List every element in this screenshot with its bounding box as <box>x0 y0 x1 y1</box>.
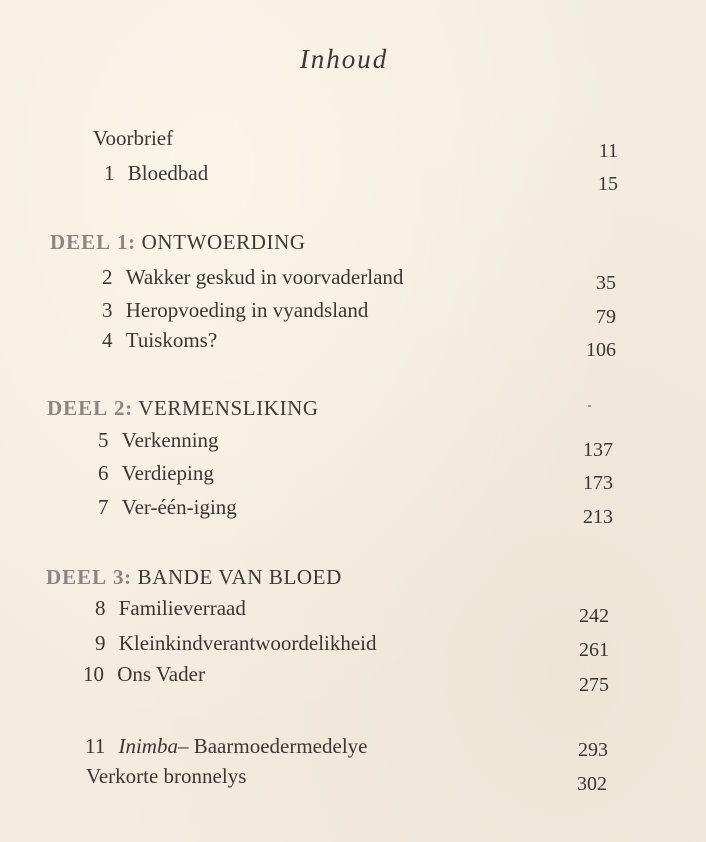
entry-page: 79 <box>596 306 616 328</box>
entry-label: Ons Vader <box>117 662 205 686</box>
entry-page: 213 <box>583 506 613 528</box>
chapter-number: 7 <box>98 495 109 519</box>
entry-label: Heropvoeding in vyandsland <box>125 298 369 322</box>
chapter-number: 5 <box>98 428 109 452</box>
entry-label: Familieverraad <box>118 596 246 620</box>
part-heading-3 <box>46 564 342 590</box>
part-number: 1: <box>117 230 136 254</box>
part-heading-2 <box>47 395 319 421</box>
toc-entry-chapter-11[interactable] <box>85 733 367 759</box>
chapter-number: 9 <box>95 631 106 655</box>
entry-page: 173 <box>583 472 613 494</box>
toc-entry-chapter-4[interactable] <box>102 327 217 353</box>
toc-entry-voorbrief[interactable] <box>93 125 173 151</box>
toc-entry-chapter-10[interactable] <box>83 661 205 687</box>
chapter-number: 10 <box>83 662 104 686</box>
entry-label: Ver-één-iging <box>121 495 237 519</box>
chapter-number: 6 <box>98 461 109 485</box>
entry-label: Bloedbad <box>127 161 209 185</box>
entry-label: Voorbrief <box>93 126 174 150</box>
entry-page: 35 <box>596 272 616 294</box>
toc-entry-chapter-2[interactable] <box>102 264 403 290</box>
part-prefix: DEEL <box>47 396 109 420</box>
chapter-number: 3 <box>102 298 113 322</box>
entry-page: 302 <box>577 773 607 795</box>
part-title: VERMENSLIKING <box>138 396 319 420</box>
toc-entry-chapter-6[interactable] <box>98 460 214 486</box>
entry-label: Kleinkindverantwoordelikheid <box>118 631 377 655</box>
part-heading-1 <box>50 229 306 255</box>
part-number: 3: <box>113 565 132 589</box>
part-number: 2: <box>114 396 133 420</box>
toc-entry-chapter-3[interactable] <box>102 297 368 323</box>
chapter-number: 8 <box>95 596 106 620</box>
entry-label: Verdieping <box>121 461 214 485</box>
chapter-number: 1 <box>104 161 115 185</box>
entry-label-italic: Inimba <box>118 734 178 758</box>
part-title: BANDE VAN BLOED <box>137 565 342 589</box>
entry-page: 106 <box>586 339 616 361</box>
entry-page: 137 <box>583 439 613 461</box>
entry-label: Wakker geskud in voorvaderland <box>125 265 404 289</box>
toc-entry-chapter-9[interactable] <box>95 630 377 656</box>
part-prefix: DEEL <box>46 565 108 589</box>
toc-entry-chapter-8[interactable] <box>95 595 246 621</box>
entry-page: 261 <box>579 639 609 661</box>
chapter-number: 11 <box>85 734 106 758</box>
toc-entry-chapter-1[interactable] <box>104 160 208 186</box>
toc-entry-bronnelys[interactable] <box>86 763 246 789</box>
entry-page: 242 <box>579 605 609 627</box>
chapter-number: 4 <box>102 328 113 352</box>
entry-label: Verkenning <box>121 428 219 452</box>
toc-entry-chapter-5[interactable] <box>98 427 219 453</box>
entry-page: 15 <box>598 173 618 195</box>
entry-label: Tuiskoms? <box>125 328 218 352</box>
entry-page: 275 <box>579 674 609 696</box>
page-title: Inhoud <box>299 44 389 74</box>
paper-speck <box>588 405 591 407</box>
entry-label: Verkorte bronnelys <box>86 764 247 788</box>
toc-entry-chapter-7[interactable] <box>98 494 237 520</box>
entry-page: 293 <box>578 739 608 761</box>
part-title: ONTWOERDING <box>141 230 306 254</box>
entry-label: – Baarmoedermedelye <box>177 734 368 758</box>
part-prefix: DEEL <box>50 230 112 254</box>
chapter-number: 2 <box>102 265 113 289</box>
entry-page: 11 <box>598 140 618 162</box>
